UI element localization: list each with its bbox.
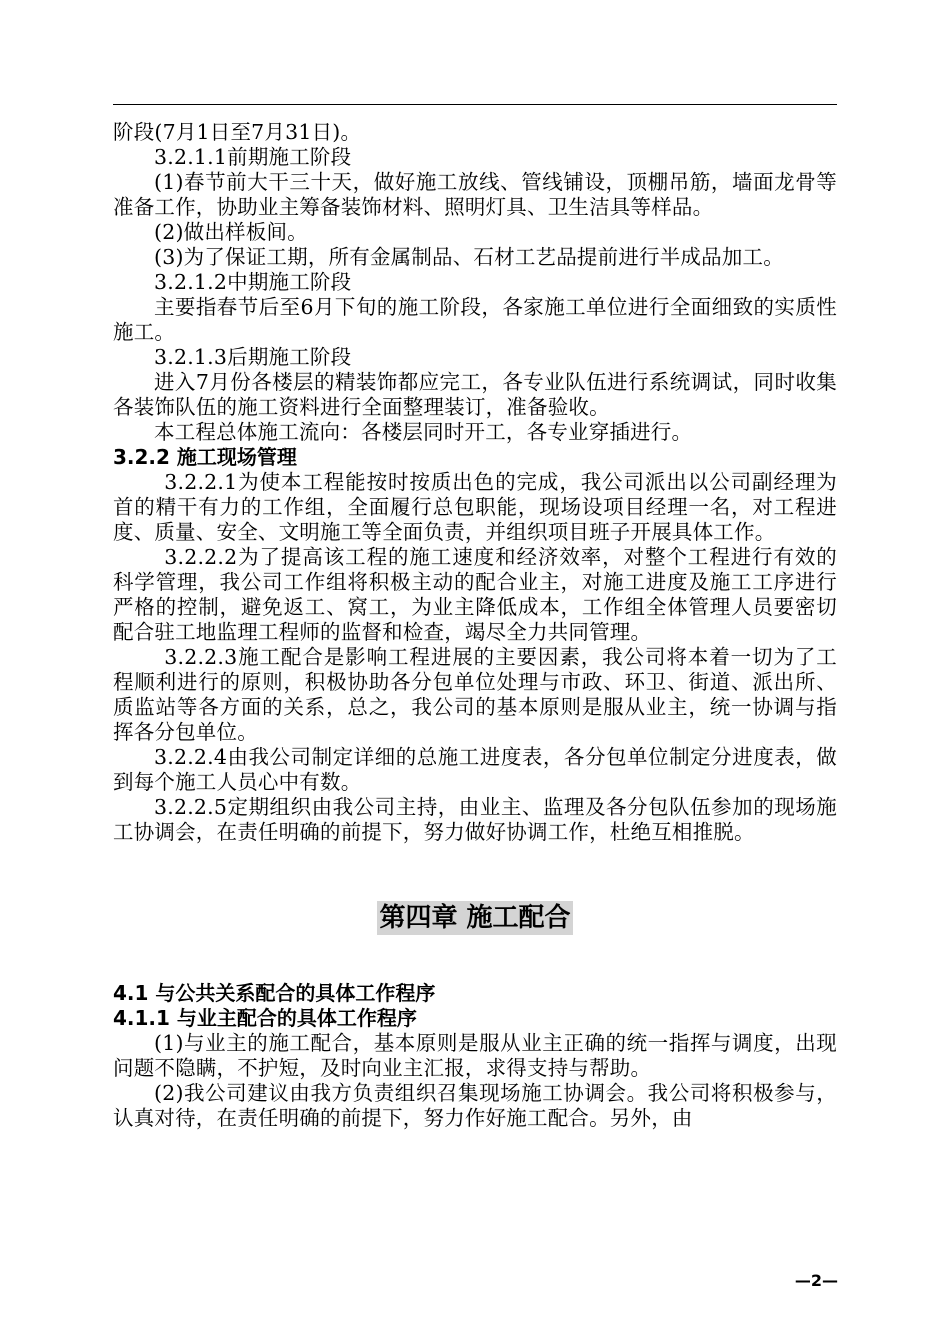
paragraph: 阶段(7月1日至7月31日)。 (113, 120, 362, 144)
paragraph: 3.2.1.1前期施工阶段 (154, 145, 352, 169)
paragraph: 3.2.2.1为使本工程能按时按质出色的完成，我公司派出以公司副经理为首的精干有力的工作组，全面履行总包职能，现场设项目经理一名，对工程进度、质量、安全、文明施工等全面负责，并组织项目班子开展具体工作。 (113, 470, 837, 544)
paragraph: (2)我公司建议由我方负责组织召集现场施工协调会。我公司将积极参与，认真对待，在责任明确的前提下，努力作好施工配合。另外，由 (113, 1081, 837, 1130)
paragraph: 3.2.1.3后期施工阶段 (154, 345, 352, 369)
paragraph: (1)与业主的施工配合，基本原则是服从业主正确的统一指挥与调度，出现问题不隐瞒，不护短，及时向业主汇报，求得支持与帮助。 (113, 1031, 837, 1080)
paragraph: 主要指春节后至6月下旬的施工阶段，各家施工单位进行全面细致的实质性施工。 (113, 295, 837, 344)
section-4-1-content (113, 981, 837, 1131)
paragraph: 3.2.1.2中期施工阶段 (154, 270, 352, 294)
paragraph: 本工程总体施工流向：各楼层同时开工，各专业穿插进行。 (154, 420, 693, 444)
paragraph: 3.2.2.4由我公司制定详细的总施工进度表，各分包单位制定分进度表，做到每个施工人员心中有数。 (113, 745, 837, 794)
paragraph: (3)为了保证工期，所有金属制品、石材工艺品提前进行半成品加工。 (154, 245, 784, 269)
paragraph: (1)春节前大干三十天，做好施工放线、管线铺设，顶棚吊筋，墙面龙骨等准备工作，协助业主筹备装饰材料、照明灯具、卫生洁具等样品。 (113, 170, 837, 219)
paragraph: (2)做出样板间。 (154, 220, 308, 244)
paragraph: 进入7月份各楼层的精装饰都应完工，各专业队伍进行系统调试，同时收集各装饰队伍的施工资料进行全面整理装订，准备验收。 (113, 370, 837, 419)
paragraph: 3.2.2.5定期组织由我公司主持，由业主、监理及各分包队伍参加的现场施工协调会，在责任明确的前提下，努力做好协调工作，杜绝互相推脱。 (113, 795, 837, 844)
header-rule (113, 104, 837, 105)
section-3-2-content (113, 120, 837, 845)
paragraph: 3.2.2.3施工配合是影响工程进展的主要因素，我公司将本着一切为了工程顺利进行的原则，积极协助各分包单位处理与市政、环卫、街道、派出所、质监站等各方面的关系，总之，我公司的基本原则是服从业主，统一协调与指挥各分包单位。 (113, 645, 837, 744)
page-number: —2— (794, 1271, 838, 1290)
paragraph: 3.2.2.2为了提高该工程的施工速度和经济效率，对整个工程进行有效的科学管理，我公司工作组将积极主动的配合业主，对施工进度及施工工序进行严格的控制，避免返工、窝工，为业主降低成本，工作组全体管理人员要密切配合驻工地监理工程师的监督和检查，竭尽全力共同管理。 (113, 545, 837, 644)
document-body (113, 120, 837, 1131)
chapter-title: 第四章 施工配合 (379, 903, 571, 933)
section-heading: 4.1.1 与业主配合的具体工作程序 (113, 1006, 417, 1030)
section-heading: 4.1 与公共关系配合的具体工作程序 (113, 981, 436, 1005)
section-heading: 3.2.2 施工现场管理 (113, 445, 297, 469)
chapter-heading-wrap (113, 901, 837, 935)
